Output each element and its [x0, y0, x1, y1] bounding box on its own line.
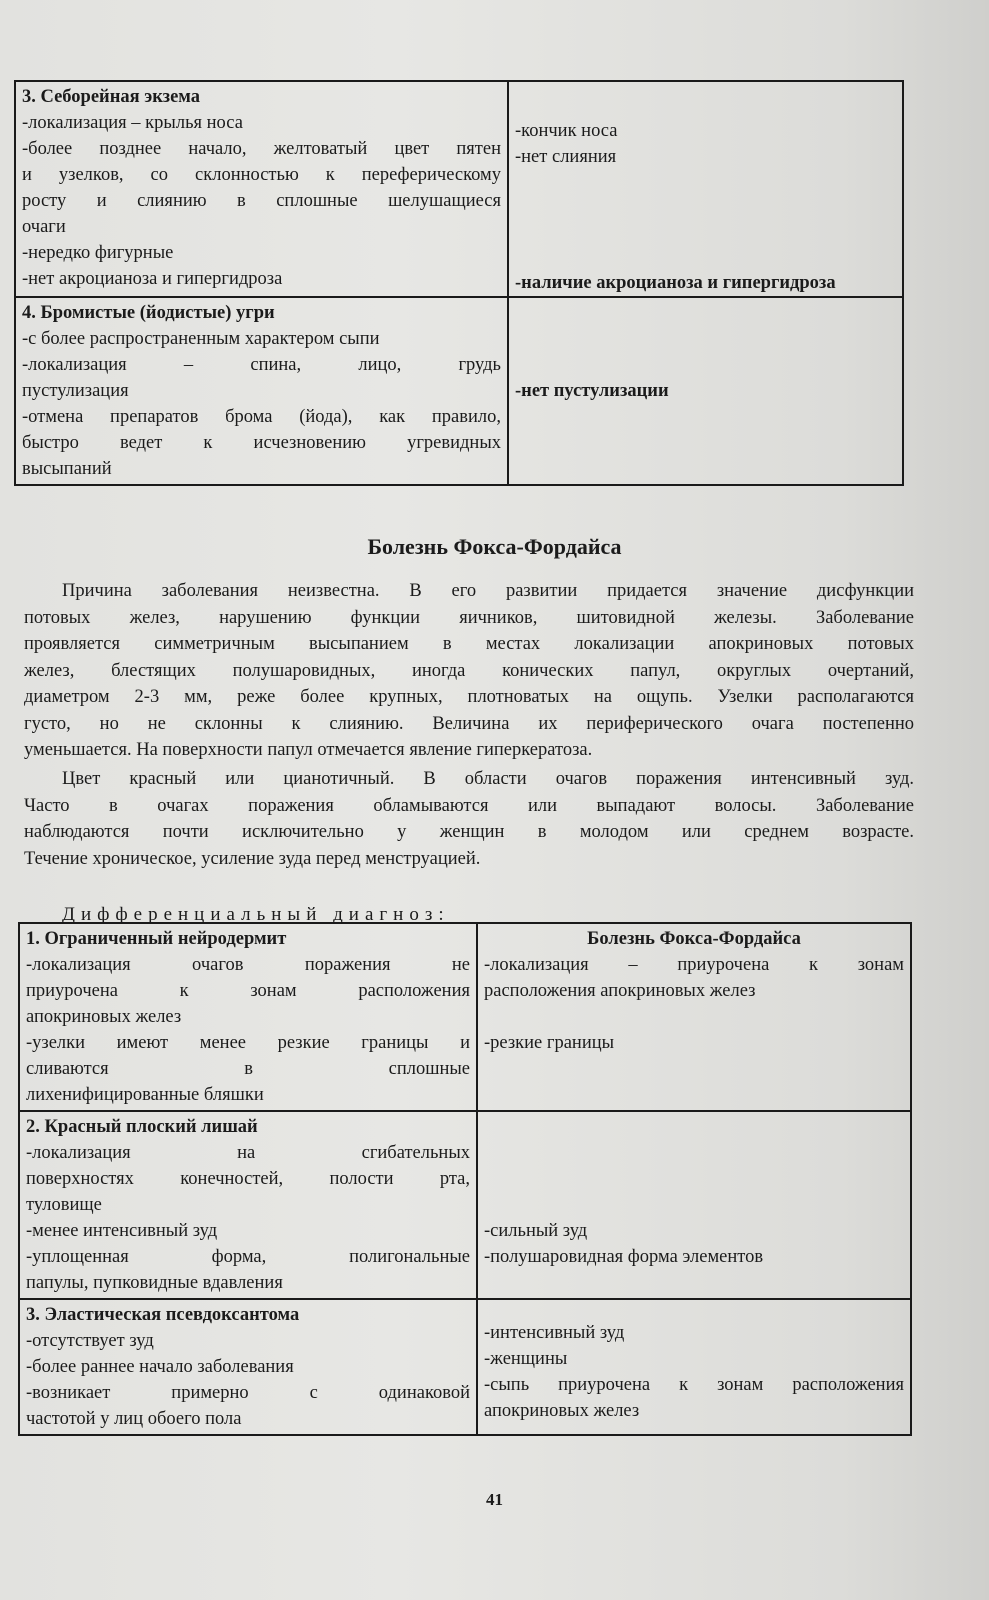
cell-line: -узелки имеют менее резкие границы и [26, 1033, 470, 1053]
cell-line: -интенсивный зуд [484, 1323, 625, 1343]
cell-line: туловище [26, 1195, 102, 1215]
table-row [19, 1111, 911, 1299]
differential-table-1 [14, 80, 904, 486]
cell-line: сливаются в сплошные [26, 1059, 470, 1079]
cell-line: -резкие границы [484, 1033, 615, 1053]
cell-line: -нет акроцианоза и гипергидроза [22, 269, 283, 289]
cell-line: частотой у лиц обоего пола [26, 1409, 242, 1429]
cell-line: -отсутствует зуд [26, 1331, 154, 1351]
differential-heading: Дифференциальный диагноз: [62, 904, 450, 925]
paragraph-line: потовых желез, нарушению функции яичников, шитовидной железы. Заболевание [24, 607, 914, 628]
column-header: Болезнь Фокса-Фордайса [587, 929, 801, 949]
table-cell-left [15, 81, 508, 297]
cell-line: апокриновых желез [484, 1401, 640, 1421]
table-row [15, 297, 903, 485]
cell-line: приурочена к зонам расположения [26, 981, 470, 1001]
page-number: 41 [486, 1490, 503, 1509]
cell-line: быстро ведет к исчезновению угревидных [22, 433, 501, 453]
paragraph-line: Часто в очагах поражения обламываются или выпадают волосы. Заболевание [24, 795, 914, 816]
cell-line: -с более распространенным характером сыпи [22, 329, 380, 349]
section-title: Болезнь Фокса-Фордайса [367, 534, 622, 559]
table-cell-left [19, 923, 477, 1111]
table-cell-right [508, 81, 903, 297]
table-row [15, 81, 903, 297]
paragraph-line: Причина заболевания неизвестна. В его развитии придается значение дисфункции [62, 581, 914, 601]
cell-line: -локализация очагов поражения не [26, 955, 470, 975]
cell-line: -кончик носа [515, 121, 618, 141]
row-title: 3. Себорейная экзема [22, 87, 201, 107]
paragraph-line: уменьшается. На поверхности папул отмечается явление гиперкератоза. [24, 740, 593, 760]
cell-line: -сильный зуд [484, 1221, 588, 1241]
table-cell-left [19, 1111, 477, 1299]
paragraph-line: Цвет красный или цианотичный. В области очагов поражения интенсивный зуд. [62, 769, 914, 789]
cell-line: пустулизация [22, 381, 129, 401]
row-title: 2. Красный плоский лишай [26, 1117, 258, 1137]
cell-line: -возникает примерно с одинаковой [26, 1383, 470, 1403]
paragraph-line: наблюдаются почти исключительно у женщин в молодом или среднем возрасте. [24, 822, 914, 842]
cell-line: росту и слиянию в сплошные шелушащиеся [22, 191, 501, 211]
cell-line: -нередко фигурные [22, 243, 174, 263]
cell-line: -полушаровидная форма элементов [484, 1247, 764, 1267]
row-title: 3. Эластическая псевдоксантома [26, 1305, 300, 1325]
row-title: 1. Ограниченный нейродермит [26, 929, 287, 949]
cell-line: поверхностях конечностей, полости рта, [26, 1169, 470, 1189]
table-cell-right [508, 297, 903, 485]
table-cell-right [477, 923, 911, 1111]
cell-line: -нет слияния [515, 147, 617, 167]
cell-line: апокриновых желез [26, 1007, 182, 1027]
paragraph-line: проявляется симметричным высыпанием в местах локализации апокриновых потовых [24, 634, 914, 654]
cell-line: -наличие акроцианоза и гипергидроза [515, 273, 836, 293]
cell-line: -локализация на сгибательных [26, 1143, 470, 1163]
cell-line: лихенифицированные бляшки [26, 1085, 264, 1105]
table-cell-right [477, 1299, 911, 1435]
cell-line: -менее интенсивный зуд [26, 1221, 218, 1241]
cell-line: -отмена препаратов брома (йода), как правило, [22, 407, 501, 427]
paragraph-line: желез, блестящих полушаровидных, иногда конических папул, округлых очертаний, [24, 660, 914, 681]
cell-line: -локализация – приурочена к зонам [484, 955, 904, 975]
paragraph-line: Течение хроническое, усиление зуда перед менструацией. [24, 848, 481, 869]
cell-line: папулы, пупковидные вдавления [26, 1273, 283, 1293]
cell-line: -более раннее начало заболевания [26, 1357, 294, 1377]
cell-line: -локализация – крылья носа [22, 113, 243, 133]
cell-line: высыпаний [22, 459, 112, 479]
table-cell-left [15, 297, 508, 485]
table-row [19, 923, 911, 1111]
paragraph-line: густо, но не склонны к слиянию. Величина их периферического очага постепенно [24, 713, 914, 734]
cell-line: -уплощенная форма, полигональные [26, 1247, 470, 1267]
cell-line: очаги [22, 217, 66, 237]
paragraph [24, 766, 914, 872]
paragraph-line: диаметром 2-3 мм, реже более крупных, плотноватых на ощупь. Узелки располагаются [24, 687, 914, 707]
cell-line: -сыпь приурочена к зонам расположения [484, 1375, 904, 1395]
paragraph [24, 578, 914, 764]
cell-line: и узелков, со склонностью к переферическому [22, 165, 501, 185]
cell-line: -локализация – спина, лицо, грудь [22, 355, 501, 375]
cell-line: -нет пустулизации [515, 381, 669, 401]
differential-table-2 [18, 922, 912, 1436]
cell-line: расположения апокриновых желез [484, 981, 756, 1001]
table-cell-left [19, 1299, 477, 1435]
row-title: 4. Бромистые (йодистые) угри [22, 303, 275, 323]
table-row [19, 1299, 911, 1435]
table-cell-right [477, 1111, 911, 1299]
cell-line: -женщины [484, 1349, 568, 1369]
cell-line: -более позднее начало, желтоватый цвет пятен [22, 139, 501, 159]
